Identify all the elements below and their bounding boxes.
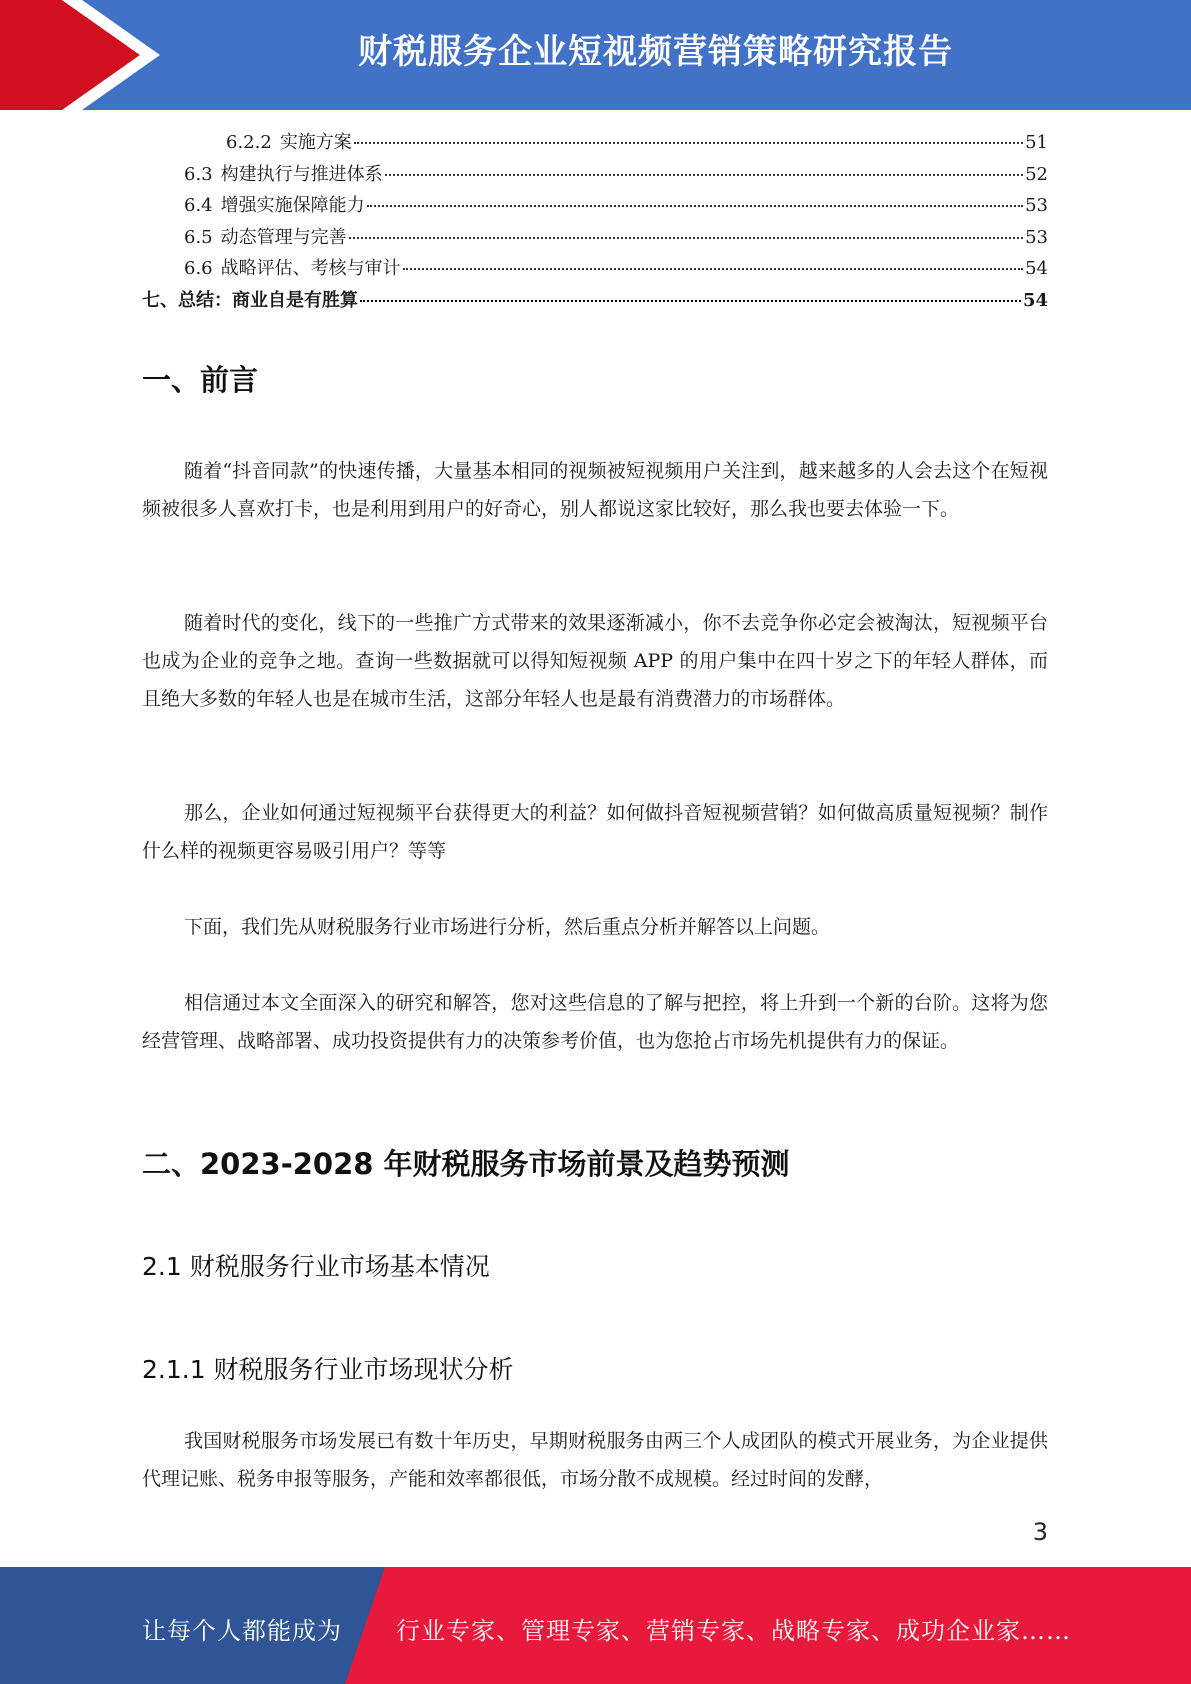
toc-entry[interactable] xyxy=(142,128,1048,160)
footer-slogan-left: 让每个人都能成为 xyxy=(142,1617,342,1645)
body-paragraph: 随着时代的变化，线下的一些推广方式带来的效果逐渐减小，你不去竞争你必定会被淘汰，短视频平台也成为企业的竞争之地。查询一些数据就可以得知短视频 APP 的用户集中在四十岁之下的年轻人群体，而且绝大多数的年轻人也是在城市生活，这部分年轻人也是最有消费潜力的市场群体。 xyxy=(142,612,1048,710)
toc-entry-title: 实施方案 xyxy=(279,132,352,153)
toc-entry-page: 52 xyxy=(1025,163,1048,185)
report-title: 财税服务企业短视频营销策略研究报告 xyxy=(358,32,953,72)
toc-entry-page: 53 xyxy=(1025,226,1048,248)
toc-entry-number: 6.4 xyxy=(184,195,213,216)
toc-dot-leader xyxy=(403,267,1023,270)
toc-entry-title: 七、总结：商业自是有胜算 xyxy=(142,289,358,311)
page-number: 3 xyxy=(1032,1518,1048,1546)
toc-entry[interactable] xyxy=(142,254,1048,286)
body-paragraph: 我国财税服务市场发展已有数十年历史，早期财税服务由两三个人成团队的模式开展业务，为企业提供代理记账、税务申报等服务，产能和效率都很低，市场分散不成规模。经过时间的发酵， xyxy=(142,1430,1048,1490)
toc-dot-leader xyxy=(360,299,1021,302)
toc-entry-title: 战略评估、考核与审计 xyxy=(220,258,401,279)
toc-entry-page: 53 xyxy=(1025,195,1048,216)
toc-entry[interactable] xyxy=(142,191,1048,223)
toc-entry-number: 6.6 xyxy=(184,258,213,279)
toc-entry-number: 6.5 xyxy=(184,226,213,248)
toc-entry-title: 构建执行与推进体系 xyxy=(220,163,383,185)
toc-dot-leader xyxy=(354,141,1023,144)
toc-entry-title: 增强实施保障能力 xyxy=(220,195,365,216)
footer-slogan-right: 行业专家、管理专家、营销专家、战略专家、成功企业家…… xyxy=(396,1617,1071,1645)
toc-entry-page: 51 xyxy=(1025,132,1048,153)
toc-entry-number: 6.2.2 xyxy=(226,132,272,153)
section-heading: 一、前言 xyxy=(142,363,259,397)
section-heading: 二、2023-2028 年财税服务市场前景及趋势预测 xyxy=(142,1147,790,1181)
toc-entry-page: 54 xyxy=(1025,258,1048,279)
body-paragraph: 相信通过本文全面深入的研究和解答，您对这些信息的了解与把控，将上升到一个新的台阶。这将为您经营管理、战略部署、成功投资提供有力的决策参考价值，也为您抢占市场先机提供有力的保证。 xyxy=(142,992,1048,1052)
table-of-contents xyxy=(142,128,1048,317)
toc-entry-page: 54 xyxy=(1022,289,1048,311)
toc-dot-leader xyxy=(349,236,1023,239)
body-paragraph: 下面，我们先从财税服务行业市场进行分析，然后重点分析并解答以上问题。 xyxy=(184,916,831,938)
page-footer xyxy=(0,1567,1191,1684)
subsection-heading: 2.1 财税服务行业市场基本情况 xyxy=(142,1252,490,1281)
body-paragraph: 那么，企业如何通过短视频平台获得更大的利益？如何做抖音短视频营销？如何做高质量短视频？制作什么样的视频更容易吸引用户？等等 xyxy=(142,802,1048,862)
toc-entry-number: 6.3 xyxy=(184,163,213,185)
toc-entry[interactable] xyxy=(142,286,1048,318)
toc-dot-leader xyxy=(385,173,1023,176)
toc-dot-leader xyxy=(367,204,1023,207)
toc-entry[interactable] xyxy=(142,223,1048,255)
toc-entry[interactable] xyxy=(142,160,1048,192)
body-paragraph: 随着“抖音同款”的快速传播，大量基本相同的视频被短视频用户关注到，越来越多的人会去这个在短视频被很多人喜欢打卡，也是利用到用户的好奇心，别人都说这家比较好，那么我也要去体验一下。 xyxy=(142,460,1048,520)
toc-entry-title: 动态管理与完善 xyxy=(220,226,347,248)
page-header xyxy=(0,0,1191,110)
subsection-heading: 2.1.1 财税服务行业市场现状分析 xyxy=(142,1355,514,1384)
